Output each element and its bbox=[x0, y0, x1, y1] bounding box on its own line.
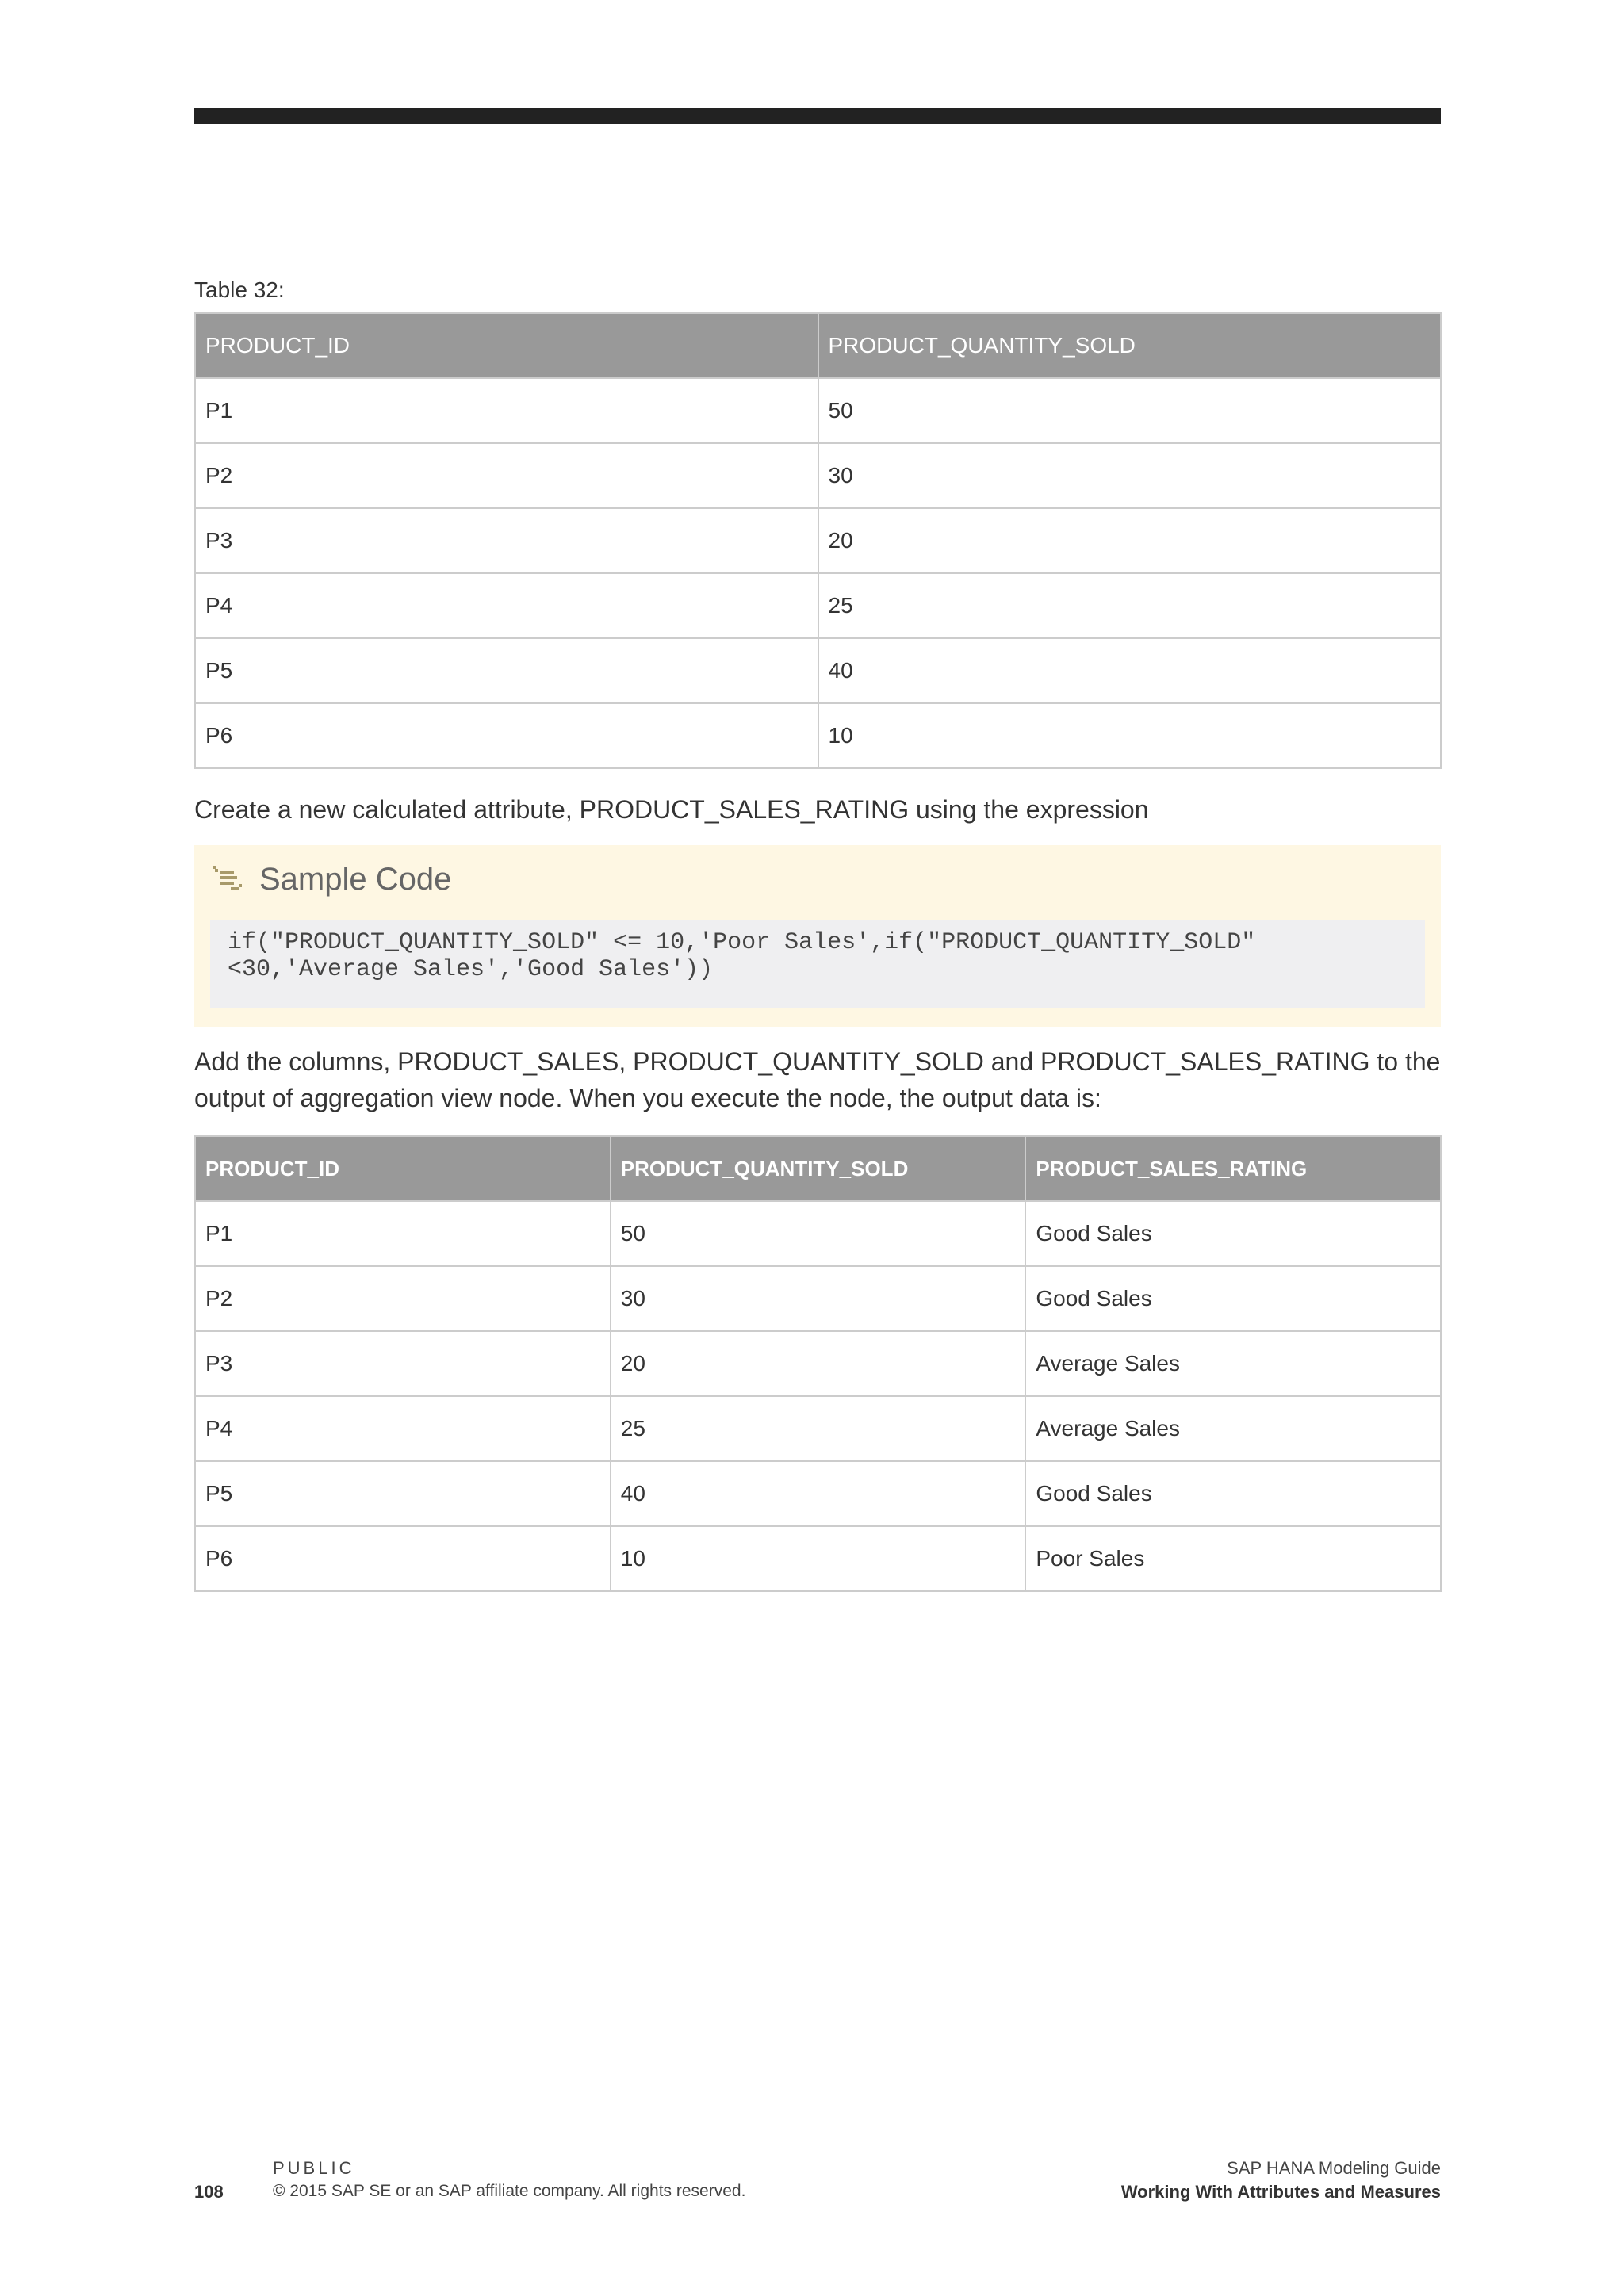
table-cell: 30 bbox=[818, 443, 1442, 508]
page-number: 108 bbox=[194, 2182, 224, 2202]
table-cell: P3 bbox=[195, 1331, 611, 1396]
table-row bbox=[195, 638, 1441, 703]
column-header: PRODUCT_ID bbox=[195, 313, 818, 378]
footer-guide-title: SAP HANA Modeling Guide bbox=[1227, 2158, 1441, 2178]
sales-rating-output-table bbox=[194, 1135, 1442, 1592]
table-cell: 10 bbox=[818, 703, 1442, 768]
table-cell: P3 bbox=[195, 508, 818, 573]
sample-code-icon bbox=[212, 863, 245, 896]
table-row bbox=[195, 703, 1441, 768]
top-rule bbox=[194, 108, 1441, 124]
table-cell: P5 bbox=[195, 638, 818, 703]
output-description-paragraph: Add the columns, PRODUCT_SALES, PRODUCT_QUANTITY_SOLD and PRODUCT_SALES_RATING to the output of aggregation view node. When you execute the node, the output data is: bbox=[194, 1047, 1441, 1112]
table-cell: Average Sales bbox=[1025, 1331, 1441, 1396]
table-row bbox=[195, 443, 1441, 508]
column-header: PRODUCT_SALES_RATING bbox=[1025, 1136, 1441, 1201]
footer-copyright: © 2015 SAP SE or an SAP affiliate company. All rights reserved. bbox=[273, 2182, 746, 2200]
table-row bbox=[195, 1201, 1441, 1266]
table-cell: 40 bbox=[611, 1461, 1026, 1526]
table-cell: 20 bbox=[611, 1331, 1026, 1396]
code-line: if("PRODUCT_QUANTITY_SOLD" <= 10,'Poor Sales',if("PRODUCT_QUANTITY_SOLD" bbox=[228, 929, 1256, 956]
table-cell: 10 bbox=[611, 1526, 1026, 1591]
table-cell: P4 bbox=[195, 573, 818, 638]
table-cell: P6 bbox=[195, 703, 818, 768]
table-cell: P6 bbox=[195, 1526, 611, 1591]
sample-code-title: Sample Code bbox=[259, 861, 452, 897]
table-cell: 50 bbox=[818, 378, 1442, 443]
table-cell: Good Sales bbox=[1025, 1266, 1441, 1331]
table-cell: 40 bbox=[818, 638, 1442, 703]
sample-code-box bbox=[194, 845, 1441, 1027]
table-row bbox=[195, 1266, 1441, 1331]
footer-section-title: Working With Attributes and Measures bbox=[1120, 2182, 1441, 2202]
table-cell: P5 bbox=[195, 1461, 611, 1526]
column-header: PRODUCT_QUANTITY_SOLD bbox=[611, 1136, 1026, 1201]
sample-code-header bbox=[212, 859, 451, 899]
table-cell: Good Sales bbox=[1025, 1201, 1441, 1266]
product-quantity-table bbox=[194, 312, 1442, 769]
table-cell: P4 bbox=[195, 1396, 611, 1461]
table-cell: Average Sales bbox=[1025, 1396, 1441, 1461]
table-cell: 30 bbox=[611, 1266, 1026, 1331]
code-line: <30,'Average Sales','Good Sales')) bbox=[228, 956, 714, 983]
table-cell: P2 bbox=[195, 1266, 611, 1331]
table-row bbox=[195, 378, 1441, 443]
table-cell: P2 bbox=[195, 443, 818, 508]
table-row bbox=[195, 1396, 1441, 1461]
table-row bbox=[195, 1526, 1441, 1591]
table-cell: Good Sales bbox=[1025, 1461, 1441, 1526]
table-cell: 20 bbox=[818, 508, 1442, 573]
code-block bbox=[210, 920, 1425, 1008]
column-header: PRODUCT_QUANTITY_SOLD bbox=[818, 313, 1442, 378]
table-row bbox=[195, 1331, 1441, 1396]
table-cell: 25 bbox=[818, 573, 1442, 638]
table-caption: Table 32: bbox=[194, 277, 285, 302]
table-cell: P1 bbox=[195, 378, 818, 443]
table-row bbox=[195, 508, 1441, 573]
table-cell: Poor Sales bbox=[1025, 1526, 1441, 1591]
table-row bbox=[195, 573, 1441, 638]
column-header: PRODUCT_ID bbox=[195, 1136, 611, 1201]
table-cell: 25 bbox=[611, 1396, 1026, 1461]
table-row bbox=[195, 1461, 1441, 1526]
instruction-paragraph: Create a new calculated attribute, PRODUCT_SALES_RATING using the expression bbox=[194, 795, 1149, 824]
table-cell: 50 bbox=[611, 1201, 1026, 1266]
table-header-row bbox=[195, 1136, 1441, 1201]
table-cell: P1 bbox=[195, 1201, 611, 1266]
footer-classification: PUBLIC bbox=[273, 2158, 355, 2178]
table-header-row bbox=[195, 313, 1441, 378]
